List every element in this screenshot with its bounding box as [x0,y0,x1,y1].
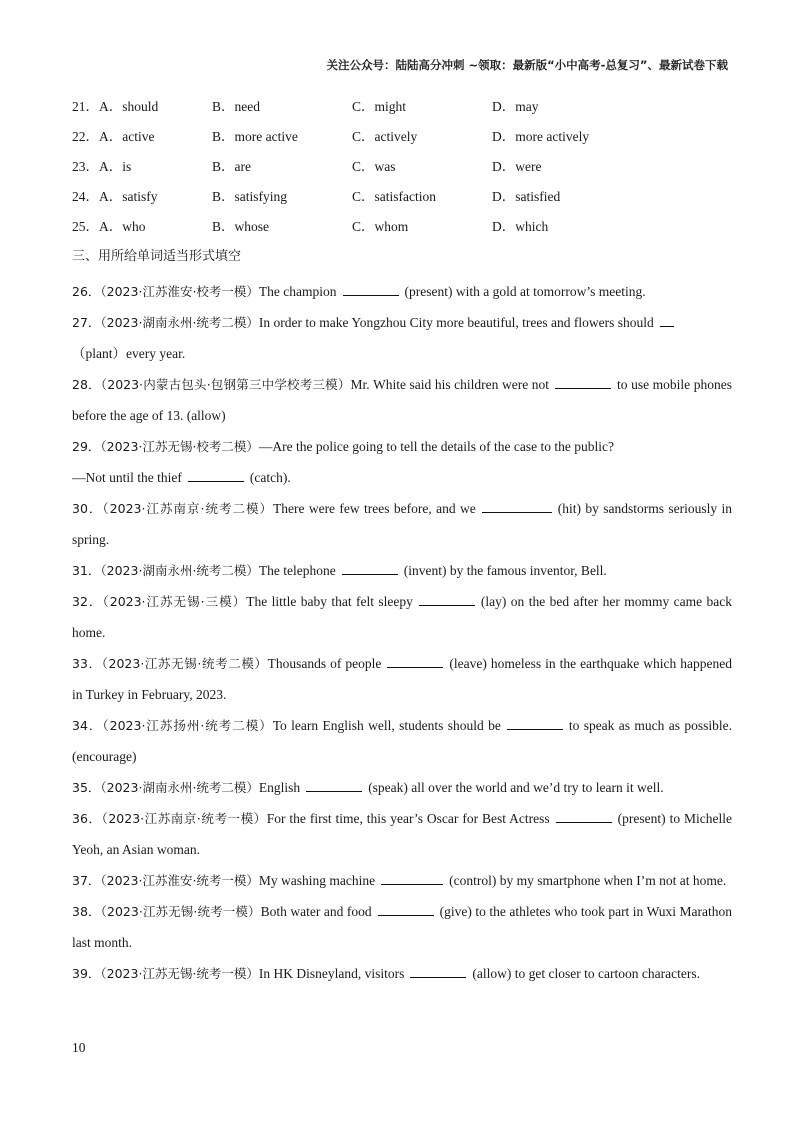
answer-blank[interactable] [660,312,674,327]
question-text: There were few trees before, and we [272,501,476,516]
option-c: C．actively [352,129,418,144]
question-source: （2023·江苏南京·统考一模） [101,811,267,826]
answer-blank[interactable] [507,715,563,730]
question-item [72,896,732,958]
question-source: （2023·湖南永州·统考二模） [100,315,259,330]
question-source: （2023·内蒙古包头·包钢第三中学校考三模） [100,377,351,392]
question-item [72,369,732,431]
answer-blank[interactable] [387,653,443,668]
option-a: A．is [99,159,132,174]
question-text-after: (control) by my smartphone when I’m not at home. [449,873,727,888]
question-text: The little baby that felt sleepy [246,594,413,609]
question-text: For the first time, this year’s Oscar for Best Actress [266,811,550,826]
question-number: 39． [72,966,101,981]
option-c: C．might [352,99,407,114]
option-row [72,96,732,126]
question-text-after: (lay) on the bed after her mommy came back home. [72,594,733,640]
page-number: 10 [72,1040,86,1055]
question-text-after: (speak) all over the world and we’d try to learn it well. [368,780,664,795]
question-number: 21． [72,99,99,114]
question-number: 31． [72,563,101,578]
answer-blank[interactable] [482,498,552,513]
question-text-after: （plant）every year. [72,346,186,361]
question-number: 26． [72,284,101,299]
option-b: B．more active [212,129,298,144]
question-text: Thousands of people [267,656,382,671]
question-text-after: (present) to Michelle Yeoh, an Asian woman. [72,811,732,857]
question-text-after: (give) to the athletes who took part in Wuxi Marathon last month. [72,904,732,950]
option-a: A．active [99,129,155,144]
option-b: B．are [212,159,251,174]
question-text-after: to speak as much as possible. (encourage) [72,718,732,764]
question-text-after: (leave) homeless in the earthquake which happened in Turkey in February, 2023. [72,656,732,702]
option-row [72,216,732,246]
question-number: 35． [72,780,101,795]
option-row [72,156,732,186]
question-item [72,493,732,555]
question-text: My washing machine [258,873,376,888]
question-source: （2023·江苏淮安·统考一模） [100,873,259,888]
option-c: C．was [352,159,396,174]
option-b: B．whose [212,219,269,234]
question-number: 25． [72,219,99,234]
option-d: D．which [492,219,549,234]
option-a: A．should [99,99,159,114]
question-text: In order to make Yongzhou City more beautiful, trees and flowers should [258,315,654,330]
answer-blank[interactable] [419,591,475,606]
question-text: The champion [258,284,337,299]
answer-blank[interactable] [378,901,434,916]
question-item [72,307,732,369]
question-text-after: (hit) by sandstorms seriously in spring. [72,501,733,547]
question-item [72,431,732,493]
page-header: 关注公众号：陆陆高分冲刺 ~领取：最新版“小中高考-总复习”、最新试卷下载 [326,58,728,72]
question-text: In HK Disneyland, visitors [258,966,405,981]
worksheet-content [72,96,732,989]
question-text-after: to use mobile phones before the age of 13. (allow) [72,377,732,423]
option-c: C．whom [352,219,409,234]
question-item [72,710,732,772]
answer-blank[interactable] [556,808,612,823]
question-number: 22． [72,129,99,144]
question-source: （2023·江苏无锡·统考一模） [100,904,261,919]
option-b: B．satisfying [212,189,288,204]
section-title: 三、用所给单词适当形式填空 [72,249,242,264]
question-source: （2023·江苏无锡·统考二模） [101,656,268,671]
question-item [72,803,732,865]
question-item [72,648,732,710]
question-source: （2023·湖南永州·统考二模） [100,563,259,578]
question-number: 33． [72,656,102,671]
question-item [72,586,732,648]
question-text-after: (present) with a gold at tomorrow’s meeting. [404,284,646,299]
answer-blank[interactable] [188,467,244,482]
question-item [72,958,732,989]
question-source: （2023·江苏无锡·校考二模） [100,439,259,454]
question-number: 24． [72,189,99,204]
answer-blank[interactable] [342,560,398,575]
question-text-after: (allow) to get closer to cartoon characters. [472,966,700,981]
answer-blank[interactable] [343,281,399,296]
question-source: （2023·江苏淮安·校考一模） [100,284,259,299]
option-row [72,186,732,216]
question-text: Both water and food [260,904,372,919]
option-d: D．more actively [492,129,590,144]
question-source: （2023·江苏扬州·统考二模） [102,718,273,733]
question-number: 38． [72,904,101,919]
option-a: A．satisfy [99,189,158,204]
option-a: A．who [99,219,146,234]
question-number: 29． [72,439,101,454]
question-source: （2023·湖南永州·统考二模） [100,780,259,795]
question-source: （2023·江苏无锡·三模） [102,594,247,609]
answer-blank[interactable] [306,777,362,792]
question-number: 23． [72,159,99,174]
question-number: 28． [72,377,101,392]
option-c: C．satisfaction [352,189,436,204]
answer-blank[interactable] [555,374,611,389]
question-text: Mr. White said his children were not [350,377,550,392]
question-number: 27． [72,315,101,330]
question-text-second: —Not until the thief [72,470,182,485]
question-text: To learn English well, students should be [272,718,501,733]
question-text-after: (catch). [249,470,291,485]
answer-blank[interactable] [410,963,466,978]
option-d: D．may [492,99,539,114]
question-number: 36． [72,811,102,826]
question-source: （2023·江苏无锡·统考一模） [100,966,259,981]
question-item [72,555,732,586]
question-text-after: (invent) by the famous inventor, Bell. [403,563,607,578]
question-number: 37． [72,873,101,888]
option-b: B．need [212,99,260,114]
question-number: 32． [72,594,103,609]
question-text: English [258,780,301,795]
question-item [72,865,732,896]
question-number: 34． [72,718,103,733]
option-row [72,126,732,156]
question-text: The telephone [258,563,336,578]
question-number: 30． [72,501,103,516]
option-d: D．were [492,159,542,174]
option-d: D．satisfied [492,189,561,204]
question-source: （2023·江苏南京·统考二模） [102,501,273,516]
answer-blank[interactable] [381,870,443,885]
question-item [72,276,732,307]
question-text: —Are the police going to tell the details of the case to the public? [258,439,614,454]
question-item [72,772,732,803]
